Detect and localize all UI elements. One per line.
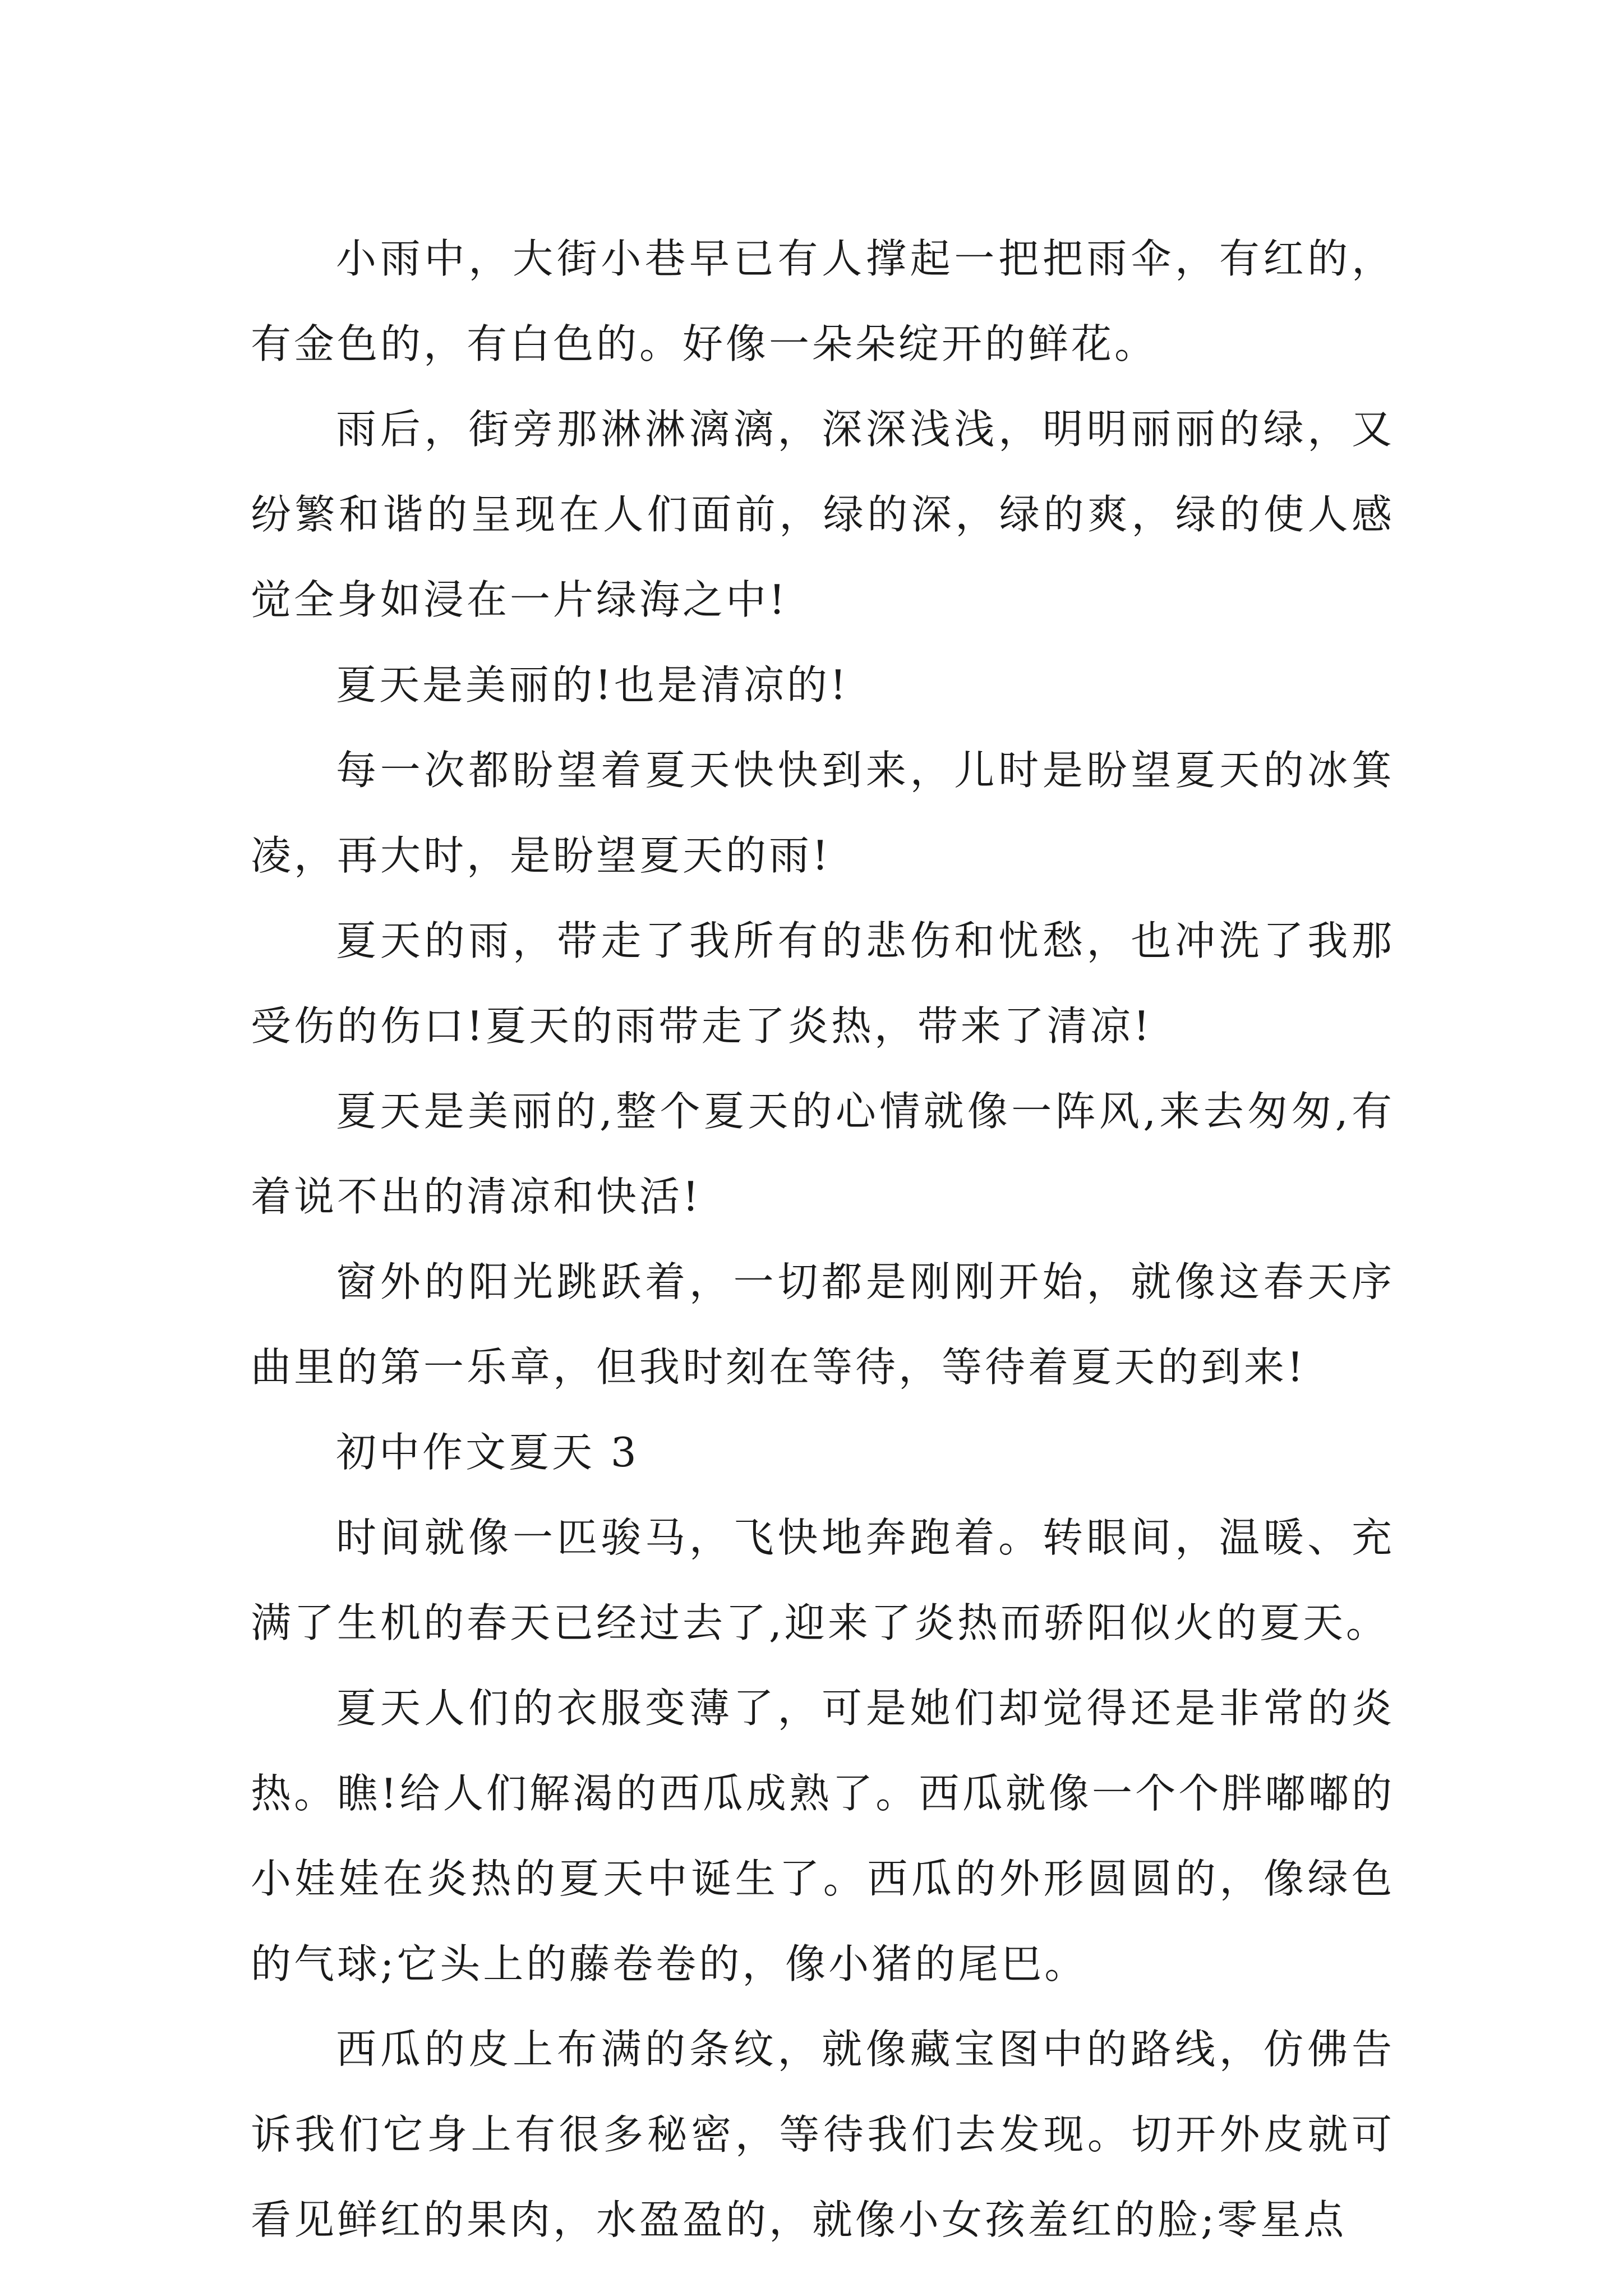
paragraph-looking-forward: 每一次都盼望着夏天快快到来，儿时是盼望夏天的冰箕凌，再大时，是盼望夏天的雨! xyxy=(251,747,1395,879)
paragraph-rain-umbrellas: 小雨中，大街小巷早已有人撑起一把把雨伞，有红的，有金色的，有白色的。好像一朵朵绽开的鲜花。 xyxy=(251,235,1395,367)
paragraph-watermelon: 夏天人们的衣服变薄了，可是她们却觉得还是非常的炎热。瞧!给人们解渴的西瓜成熟了。西瓜就像一个个胖嘟嘟的小娃娃在炎热的夏天中诞生了。西瓜的外形圆圆的，像绿色的气球;它头上的藤卷卷的，像小猪的尾巴。 xyxy=(251,1685,1395,1987)
section-heading: 初中作文夏天 3 xyxy=(336,1429,639,1476)
paragraph-summer-rain: 夏天的雨，带走了我所有的悲伤和忧愁，也冲洗了我那受伤的伤口!夏天的雨带走了炎热，带来了清凉! xyxy=(251,917,1395,1050)
paragraph-summer-mood: 夏天是美丽的,整个夏天的心情就像一阵风,来去匆匆,有着说不出的清凉和快活! xyxy=(251,1088,1395,1220)
paragraph-after-rain: 雨后，街旁那淋淋漓漓，深深浅浅，明明丽丽的绿，又纷繁和谐的呈现在人们面前，绿的深，绿的爽，绿的使人感觉全身如浸在一片绿海之中! xyxy=(251,406,1395,623)
document-body xyxy=(251,216,1395,2262)
paragraph-time-horse: 时间就像一匹骏马，飞快地奔跑着。转眼间，温暖、充满了生机的春天已经过去了,迎来了炎热而骄阳似火的夏天。 xyxy=(251,1514,1395,1646)
paragraph-watermelon-stripes: 西瓜的皮上布满的条纹，就像藏宝图中的路线，仿佛告诉我们它身上有很多秘密，等待我们去发现。切开外皮就可看见鲜红的果肉，水盈盈的，就像小女孩羞红的脸;零星点 xyxy=(251,2026,1395,2243)
paragraph-sunlight: 窗外的阳光跳跃着，一切都是刚刚开始，就像这春天序曲里的第一乐章，但我时刻在等待，等待着夏天的到来! xyxy=(251,1258,1395,1391)
paragraph-summer-beautiful: 夏天是美丽的!也是清凉的! xyxy=(336,661,849,708)
